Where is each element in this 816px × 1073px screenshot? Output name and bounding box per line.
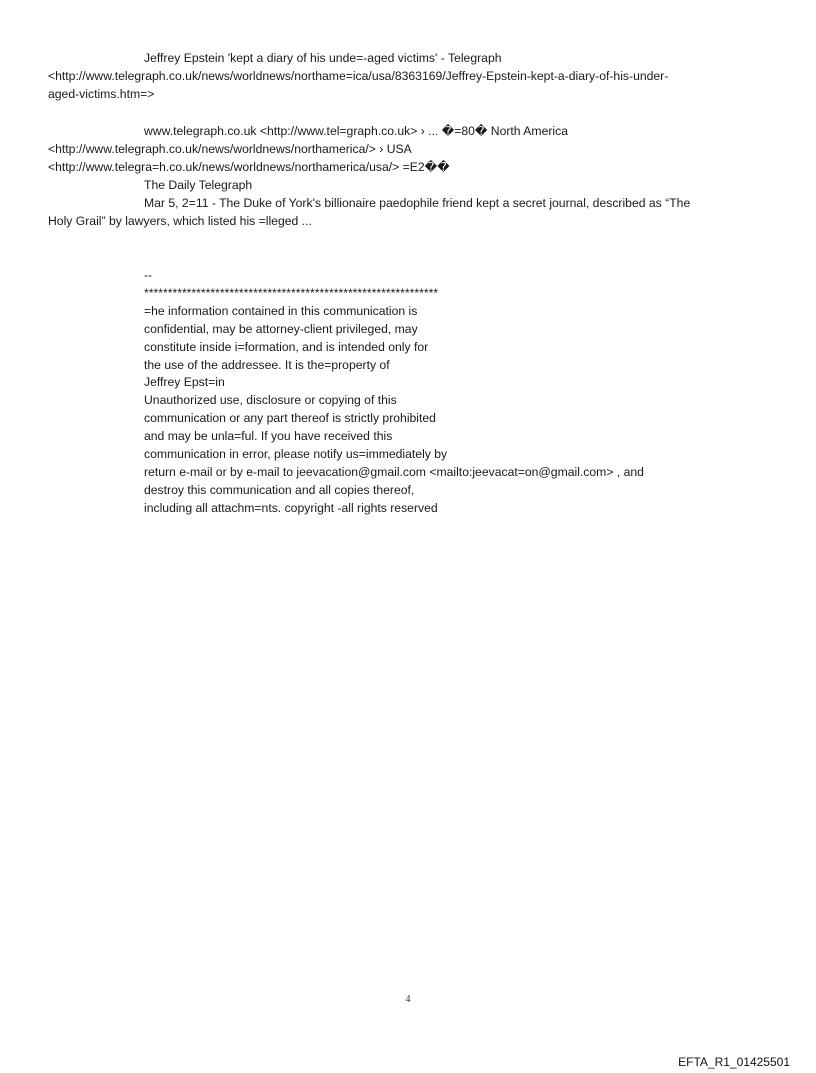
disclaimer-stars: **************************************************************: [144, 285, 439, 300]
document-id: EFTA_R1_01425501: [678, 1055, 790, 1069]
article-headline: Jeffrey Epstein 'kept a diary of his unde=-aged victims' - Telegraph: [144, 51, 502, 65]
article-snippet-line-2: Holy Grail” by lawyers, which listed his =lleged ...: [48, 214, 312, 228]
breadcrumb-line-2: <http://www.telegraph.co.uk/news/worldnews/northamerica/> › USA: [48, 142, 412, 156]
disclaimer-line: destroy this communication and all copies thereof,: [144, 482, 415, 497]
article-search-result: [48, 122, 768, 230]
confidentiality-disclaimer: [144, 267, 764, 518]
disclaimer-line: communication in error, please notify us=immediately by: [144, 447, 448, 462]
disclaimer-line: and may be unla=ful. If you have received this: [144, 429, 393, 444]
disclaimer-line: confidential, may be attorney-client privileged, may: [144, 321, 418, 336]
disclaimer-line: return e-mail or by e-mail to jeevacation@gmail.com <mailto:jeevacat=on@gmail.com> , and: [144, 464, 644, 479]
breadcrumb-line-3: <http://www.telegra=h.co.uk/news/worldnews/northamerica/usa/> =E2��: [48, 160, 450, 174]
disclaimer-line: communication or any part thereof is strictly prohibited: [144, 411, 436, 426]
disclaimer-line: =he information contained in this communication is: [144, 303, 418, 318]
article-snippet-line-1: Mar 5, 2=11 - The Duke of York's billionaire paedophile friend kept a secret journal, described as “The: [144, 196, 691, 210]
signature-separator: --: [144, 268, 153, 282]
article-url-line-1: <http://www.telegraph.co.uk/news/worldnews/northame=ica/usa/8363169/Jeffrey-Epstein-kept-a-diary-of-his-under-: [48, 69, 669, 83]
disclaimer-line: Unauthorized use, disclosure or copying of this: [144, 393, 397, 408]
page-number: 4: [405, 994, 411, 1005]
disclaimer-line: constitute inside i=formation, and is intended only for: [144, 339, 429, 354]
breadcrumb-line-1: www.telegraph.co.uk <http://www.tel=graph.co.uk> › ... �=80� North America: [144, 124, 568, 138]
article-source: The Daily Telegraph: [144, 178, 253, 192]
disclaimer-line: Jeffrey Epst=in: [144, 375, 225, 390]
disclaimer-line: the use of the addressee. It is the=property of: [144, 357, 390, 372]
disclaimer-line: including all attachm=nts. copyright -all rights reserved: [144, 500, 438, 515]
article-url-line-2: aged-victims.htm=>: [48, 87, 155, 101]
article-reference: [48, 49, 768, 103]
